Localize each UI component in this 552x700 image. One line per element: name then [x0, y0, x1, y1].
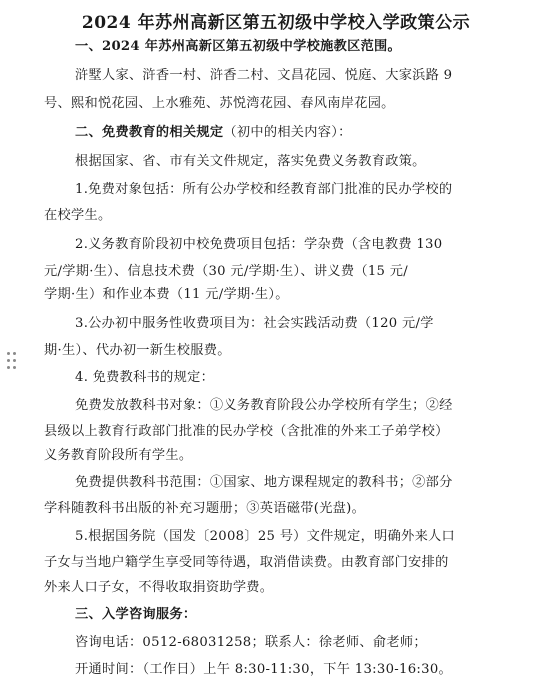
paragraph-line: 外来人口子女，不得收取捐资助学费。 — [44, 580, 274, 595]
section-heading-1: 一、2024 年苏州高新区第五初级中学校施教区范围。 — [75, 39, 402, 54]
paragraph-line: 号、熙和悦花园、上水雅苑、苏悦湾花园、春风南岸花园。 — [44, 96, 395, 111]
paragraph-line: 在校学生。 — [44, 208, 112, 223]
drag-handle-dot — [7, 352, 10, 355]
drag-handle-dot — [13, 366, 16, 369]
section-heading-3: 三、入学咨询服务： — [75, 607, 197, 622]
drag-handle-dot — [13, 359, 16, 362]
hours-line: 开通时间：（工作日）上午 8:30-11:30，下午 13:30-16:30。 — [75, 662, 453, 677]
paragraph-line: 期·生）、代办初一新生校服费。 — [44, 343, 231, 358]
paragraph-line: 免费提供教科书范围：①国家、地方课程规定的教科书；②部分 — [75, 475, 453, 490]
paragraph-line: 县级以上教育行政部门批准的民办学校（含批准的外来工子弟学校） — [44, 424, 449, 439]
paragraph-line: 5.根据国务院（国发〔2008〕25 号）文件规定，明确外来人口 — [75, 529, 456, 544]
drag-handle-icon[interactable] — [7, 352, 17, 370]
paragraph-line: 根据国家、省、市有关文件规定，落实免费义务教育政策。 — [75, 154, 426, 169]
paragraph-line: 子女与当地户籍学生享受同等待遇，取消借读费。由教育部门安排的 — [44, 555, 449, 570]
drag-handle-dot — [7, 359, 10, 362]
document-title: 2024 年苏州高新区第五初级中学校入学政策公示 — [81, 13, 471, 33]
paragraph-line: 浒墅人家、浒香一村、浒香二村、文昌花园、悦庭、大家浜路 9 — [75, 68, 453, 83]
section-heading-2-note: （初中的相关内容）： — [223, 125, 352, 140]
paragraph-line: 元/学期·生）、信息技术费（30 元/学期·生）、讲义费（15 元/ — [44, 264, 408, 279]
paragraph-line: 2.义务教育阶段初中校免费项目包括：学杂费（含电教费 130 — [75, 237, 443, 252]
section-heading-2-title: 二、免费教育的相关规定 — [75, 125, 224, 140]
paragraph-line: 免费发放教科书对象：①义务教育阶段公办学校所有学生；②经 — [75, 398, 453, 413]
drag-handle-dot — [7, 366, 10, 369]
drag-handle-dot — [13, 352, 16, 355]
paragraph-line: 4. 免费教科书的规定： — [75, 370, 215, 385]
contact-line: 咨询电话：0512-68031258；联系人：徐老师、俞老师； — [75, 635, 427, 650]
paragraph-line: 学科随教科书出版的补充习题册；③英语磁带(光盘)。 — [44, 501, 366, 516]
paragraph-line: 1.免费对象包括：所有公办学校和经教育部门批准的民办学校的 — [75, 182, 453, 197]
paragraph-line: 3.公办初中服务性收费项目为：社会实践活动费（120 元/学 — [75, 316, 434, 331]
section-heading-2 — [75, 123, 352, 143]
paragraph-line: 义务教育阶段所有学生。 — [44, 448, 193, 463]
paragraph-line: 学期·生）和作业本费（11 元/学期·生）。 — [44, 287, 289, 302]
